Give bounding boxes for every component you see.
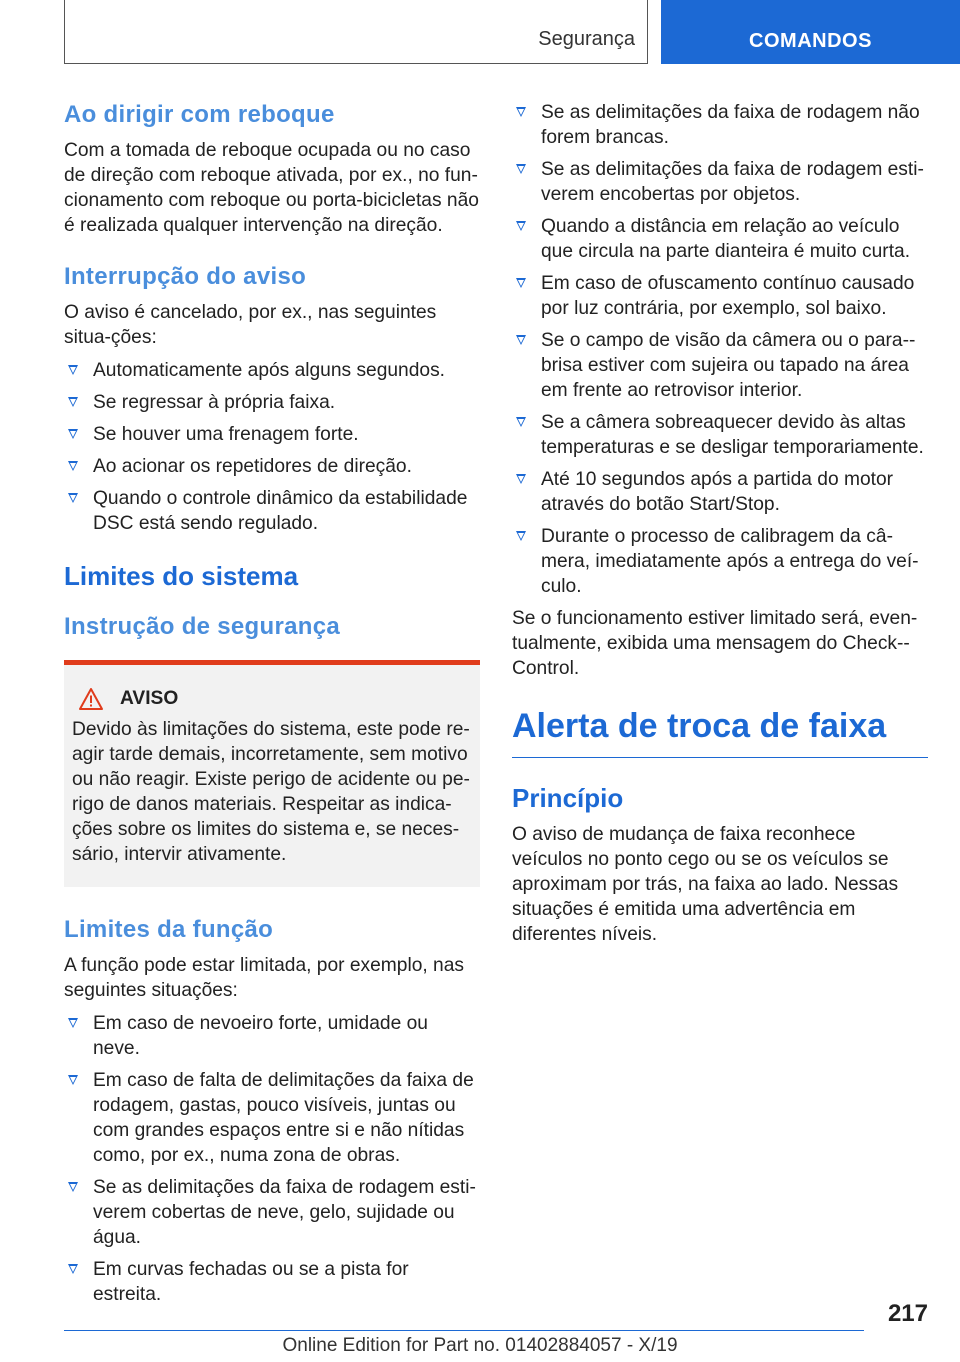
list-item: Quando a distância em relação ao veículo que circula na parte dianteira é muito curta. (512, 214, 928, 264)
heading-function-limits: Limites da função (64, 916, 274, 943)
page-title: Alerta de troca de faixa (512, 705, 928, 758)
header-chapter-tab (661, 0, 960, 64)
heading-safety-instruction: Instrução de segurança (64, 613, 341, 640)
bullet-triangle-icon (68, 493, 78, 503)
heading-principle: Princípio (512, 783, 624, 813)
warning-triangle-icon (78, 687, 104, 711)
right-column (512, 100, 928, 947)
list-item: Se as delimitações da faixa de rodagem esti-verem encobertas por objetos. (512, 157, 928, 207)
list-item: Se houver uma frenagem forte. (64, 422, 480, 447)
bullet-triangle-icon (516, 164, 526, 174)
header-section-label: Segurança (538, 28, 635, 50)
warning-text: Devido às limitações do sistema, este pode re-agir tarde demais, incorretamente, sem motivo ou não reagir. Existe perigo de acidente ou pe-rigo de danos materiais. Respeitar as indica-ções sobre os limites do sistema e, se neces-sário, intervir ativamente. (72, 719, 470, 865)
list-item: Em curvas fechadas ou se a pista for estreita. (64, 1257, 480, 1307)
page-number: 217 (887, 1300, 928, 1327)
footer-divider (64, 1330, 864, 1331)
paragraph-function-limits: A função pode estar limitada, por exemplo, nas seguintes situações: (64, 955, 464, 1001)
list-item: Se as delimitações da faixa de rodagem não forem brancas. (512, 100, 928, 150)
list-item: Se as delimitações da faixa de rodagem esti-verem cobertas de neve, gelo, sujidade ou água. (64, 1175, 480, 1250)
heading-interruption: Interrupção do aviso (64, 263, 307, 290)
header-section-tab (64, 0, 648, 64)
list-item: Ao acionar os repetidores de direção. (64, 454, 480, 479)
list-item: Em caso de nevoeiro forte, umidade ou neve. (64, 1011, 480, 1061)
bullet-triangle-icon (68, 1018, 78, 1028)
list-item: Até 10 segundos após a partida do motor através do botão Start/Stop. (512, 467, 928, 517)
list-item: Em caso de ofuscamento contínuo causado por luz contrária, por exemplo, sol baixo. (512, 271, 928, 321)
warning-box (64, 660, 480, 887)
list-item: Em caso de falta de delimitações da faixa de rodagem, gastas, pouco visíveis, juntas ou com grandes espaços entre si e não nítidas como, por ex., numa zona de obras. (64, 1068, 480, 1168)
list-item: Durante o processo de calibragem da câ-mera, imediatamente após a entrega do veí-culo. (512, 524, 928, 599)
bullet-triangle-icon (516, 531, 526, 541)
bullet-triangle-icon (68, 1182, 78, 1192)
bullet-triangle-icon (516, 107, 526, 117)
bullet-triangle-icon (516, 474, 526, 484)
list-interruption (64, 358, 480, 536)
bullet-triangle-icon (68, 429, 78, 439)
paragraph-principle: O aviso de mudança de faixa reconhece veículos no ponto cego ou se os veículos se aproximam por trás, na faixa ao lado. Nessas situações é emitida uma advertência em diferentes níveis. (512, 824, 899, 945)
left-column (64, 100, 480, 1314)
list-item: Automaticamente após alguns segundos. (64, 358, 480, 383)
bullet-triangle-icon (68, 461, 78, 471)
list-item: Se a câmera sobreaquecer devido às altas temperaturas e se desligar temporariamente. (512, 410, 928, 460)
header-chapter-label: COMANDOS (749, 30, 872, 52)
paragraph-interruption: O aviso é cancelado, por ex., nas seguintes situa-ções: (64, 302, 437, 348)
list-function-limits (64, 1011, 480, 1307)
list-function-limits-continued (512, 100, 928, 599)
bullet-triangle-icon (68, 1075, 78, 1085)
list-item: Quando o controle dinâmico da estabilidade DSC está sendo regulado. (64, 486, 480, 536)
bullet-triangle-icon (68, 1264, 78, 1274)
heading-towing: Ao dirigir com reboque (64, 101, 335, 128)
bullet-triangle-icon (516, 221, 526, 231)
warning-header (78, 687, 472, 711)
footer-edition: Online Edition for Part no. 01402884057 - X/19 (282, 1335, 678, 1356)
bullet-triangle-icon (516, 417, 526, 427)
paragraph-check-control: Se o funcionamento estiver limitado será, even-tualmente, exibida uma mensagem do Check--Control. (512, 608, 918, 679)
bullet-triangle-icon (516, 278, 526, 288)
paragraph-towing: Com a tomada de reboque ocupada ou no caso de direção com reboque ativada, por ex., no fun-cionamento com reboque ou porta-bicicletas não é realizada qualquer intervenção na direção. (64, 140, 479, 236)
bullet-triangle-icon (68, 365, 78, 375)
list-item: Se o campo de visão da câmera ou o para--brisa estiver com sujeira ou tapado na área em frente ao retrovisor interior. (512, 328, 928, 403)
warning-title: AVISO (120, 688, 179, 709)
bullet-triangle-icon (516, 335, 526, 345)
list-item: Se regressar à própria faixa. (64, 390, 480, 415)
bullet-triangle-icon (68, 397, 78, 407)
heading-system-limits: Limites do sistema (64, 561, 299, 591)
